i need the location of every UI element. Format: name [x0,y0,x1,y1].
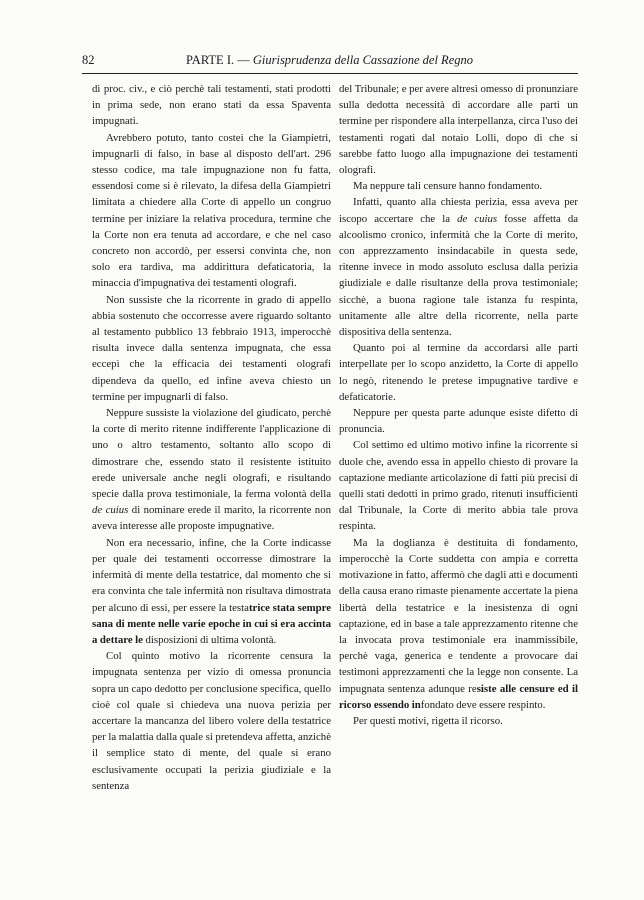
left-column [92,81,331,794]
italic-term: de cuius [457,212,498,225]
paragraph: Neppure per questa parte adunque esiste difetto di pronuncia. [339,407,578,436]
paragraph-text: di nominare erede il marito, la ricorrente non aveva interesse alle proposte impugnative. [92,504,331,533]
paragraph: Col settimo ed ultimo motivo infine la ricorrente si duole che, avendo essa in appello chiesto di provare la captazione mediante articolazione di fatti più precisi di quelli stati dedotti in primo grado, ritenuti insufficienti dal Tribunale, la Corte di merito abbia tale prova respinta. [339,439,578,533]
paragraph-text: Non era necessario, infine, che la Corte indicasse per quale dei testamenti occorresse dimostrare la infermità di mente della testatrice, dal momento che si era convinta che tale infermità non risultava dimostrata per alcuno di essi, per essere la testa [92,536,331,614]
page-number: 82 [82,53,95,67]
paragraph [339,535,578,713]
paragraph-text: fosse affetta da alcoolismo cronico, infermità che la Corte di merito, con apprezzamento insindacabile in questa sede, ritenne invece in modo assoluto esclusa dalla perizia giudiziale e dalle risultanze della prova testimoniale; sicchè, a buona ragione tale istanza fu respinta, unitamente alle altre della ricorrente, nella parte dispositiva della sentenza. [339,212,579,339]
running-title-text: Giurisprudenza della Cassazione del Regno [252,53,473,67]
page-header [82,50,577,70]
running-title [82,50,577,70]
paragraph: del Tribunale; e per avere altresì omesso di pronunziare sulla dedotta necessità di accordare alle parti un termine per rispondere alla interpellanza, circa l'uso dei testamenti rogati dal notaio Lolli, dopo di che si sarebbe fatto luogo alla impugnazione dei testamenti olografi. [339,83,578,177]
paragraph [92,535,331,648]
paragraph: Quanto poi al termine da accordarsi alle parti interpellate per lo scopo anzidetto, la Corte di appello lo negò, ritenendo le pretese impugnative tardive e defaticatorie. [339,342,578,403]
part-label: PARTE I. — [186,53,253,67]
paragraph-text: fondato deve essere respinto. [420,698,546,711]
italic-term: de cuius [92,504,129,517]
paragraph [92,405,331,535]
paragraph-text: Ma la doglianza è destituita di fondamento, imperocchè la Corte suddetta con ampia e corretta motivazione in fatto, affermò che dagli atti e documenti della causa erano rimaste pienamente accertate la piena libertà della testatrice e la inesistenza di ogni captazione, ed in base a tale apprezzamento ritenne che la invocata prova testimoniale era inammissibile, perchè vaga, generica e tendente a provocare dai testimoni apprezzamenti che la legge non consente. La impugnata sentenza adunque re [339,536,578,695]
paragraph-text: Neppure sussiste la violazione del giudicato, perchè la corte di merito ritenne indifferente l'applicazione di uno o altro testamento, soltanto allo scopo di dimostrare che, essendo stato il resistente istituito erede universale anche negli olografi, e risultando specie dalla prova testimoniale, la ferma volontà della [92,407,331,501]
paragraph: di proc. civ., e ciò perchè tali testamenti, stati prodotti in prima sede, non erano stati da essa Spaventa impugnati. [92,83,331,128]
paragraph: Avrebbero potuto, tanto costei che la Giampietri, impugnarli di falso, in base al disposto dell'art. 296 stesso codice, ma tale impugnazione non fu fatta, essendosi come si è rilevato, la difesa della Giampietri limitata a chiedere alla Corte di appello un congruo termine per iniziare la relativa procedura, termine che la Corte non era tenuta ad accordare, e che nel caso concreto non accordò, per essersi convinta che, non solo era tardiva, ma addirittura defaticatoria, la minaccia d'impugnativa dei testamenti olografi. [92,131,331,290]
paragraph-text: disposizioni di ultima volontà. [142,633,277,646]
paragraph-text: Infatti, quanto alla chiesta perizia, essa aveva per iscopo accertare che la [339,196,578,225]
right-column [339,81,578,729]
paragraph [339,194,578,340]
paragraph: Per questi motivi, rigetta il ricorso. [353,714,503,727]
header-rule [82,73,578,74]
bold-text: trice stata sempre sana di mente nelle varie epoche in cui si era accinta a dettare le [92,601,332,646]
bold-text: siste alle censure ed il ricorso essendo in [339,682,578,711]
paragraph: Ma neppure tali censure hanno fondamento. [353,180,543,193]
paragraph: Col quinto motivo la ricorrente censura la impugnata sentenza per vizio di omessa pronuncia sopra un capo dedotto per conclusione specifica, quello cioè col quale si chiedeva una nuova perizia per accertare la mancanza del libero volere della testatrice per la malattia dalla quale si pretendeva affetta, anzichè il semplice stato di mente, del quale si erano esclusivamente occupati la perizia giudiziale e la sentenza [92,650,331,792]
paragraph: Non sussiste che la ricorrente in grado di appello abbia sostenuto che occorresse avere riguardo soltanto al testamento pubblico 13 febbraio 1913, imperocchè risulta invece dalla sentenza impugnata, che essa eccepì che la efficacia dei testamenti olografi dipendeva da quello, ed infine aveva chiesto un termine per impugnarli di falso. [92,293,331,403]
